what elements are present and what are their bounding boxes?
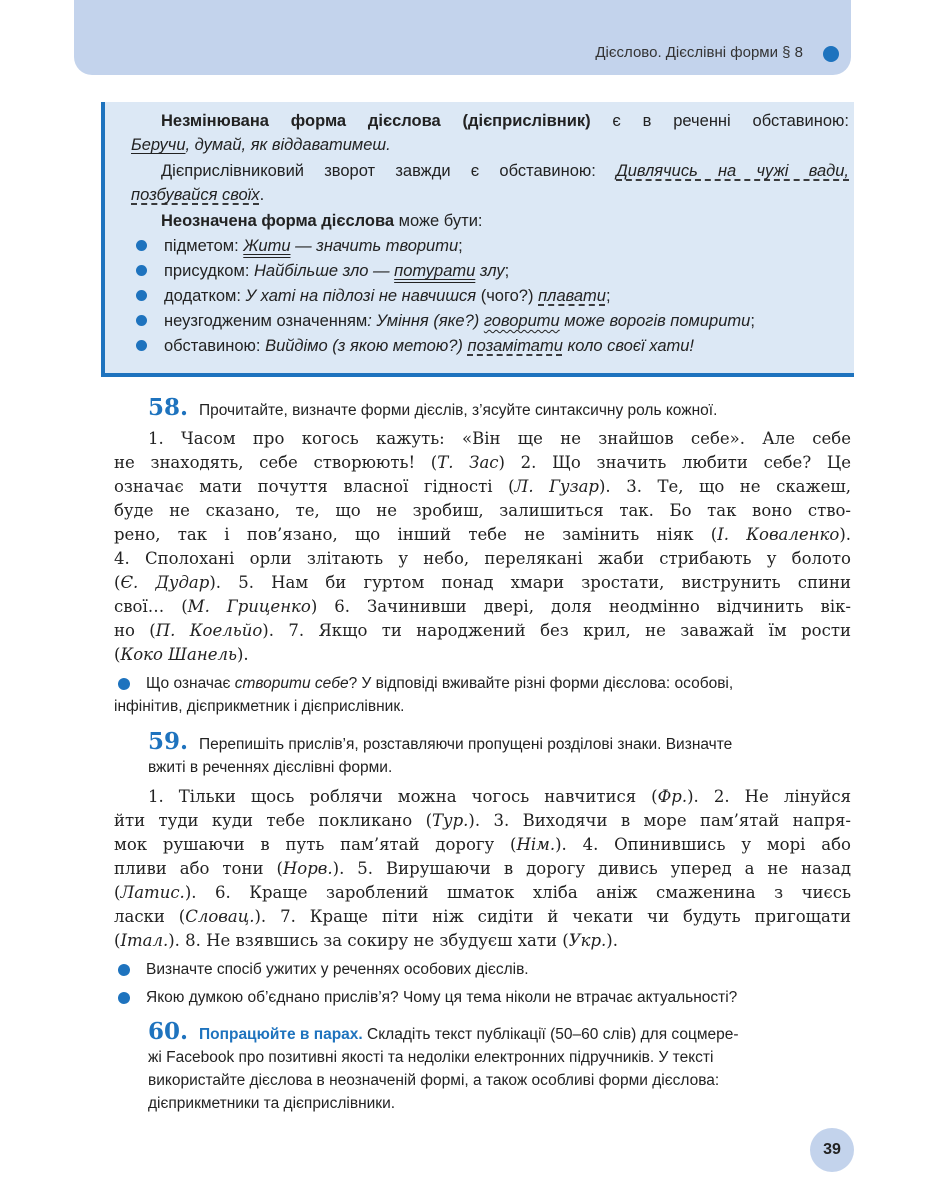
rule-term-2: Неозначена форма дієслова [161,212,395,230]
bullet-icon [118,678,130,690]
bullet-icon [136,240,147,251]
example-word: говорити [483,312,560,330]
exercise-text: не знаходять, себе створюють! ( [114,453,438,472]
rule-text: . [259,186,265,204]
example-text: злу [475,262,505,280]
rule-paragraph-2 [131,159,849,183]
example-text: Найбільше зло — [254,262,395,280]
task-58-line [114,451,851,475]
bullet-label: присудком: [164,262,255,280]
rule-bullet-2 [164,259,882,283]
source-label: Укр. [568,931,607,950]
task-58-line: 4. Сполохані орли злітають у небо, перелякані жаби стрибають у болото [114,549,851,568]
example-text: Вийдімо [265,337,328,355]
exercise-text: ( [114,931,121,950]
exercise-text: ) 2. Що значить любити себе? Це [498,453,851,472]
task-59-note-1: Визначте спосіб ужитих у реченнях особових дієслів. [146,961,529,978]
task-58-line [114,475,851,499]
exercise-text: ). [236,645,249,664]
rule-text: ; [504,262,510,280]
task-59-line [114,905,851,929]
author-name: Т. Зас [437,453,499,472]
bullet-label: додатком: [164,287,246,305]
example-word: Жити [243,237,291,255]
task-58-line [114,427,851,451]
rule-text: ; [750,312,755,330]
rule-text: ; [605,287,611,305]
source-label: Норв. [282,859,333,878]
exercise-text: означає мати почуття власної гідності ( [114,477,515,496]
exercise-text: но ( [114,621,156,640]
rule-text: є в реченні обставиною: [590,112,849,130]
task-59-line [114,881,851,905]
example-word: позамітати [467,337,563,355]
author-name: П. Коельйо [155,621,263,640]
exercise-text: йти туди куди тебе покликано ( [114,811,433,830]
rule-text: Дієприслівниковий зворот завжди є обставиною: [161,162,617,180]
example-phrase: Дивлячись на чужі вади, [616,162,849,180]
rule-bullet-1 [164,234,882,258]
exercise-text: ). 5. Вирушаючи в дорогу дивись уперед а не назад [332,859,851,878]
author-name: Коко Шанель [120,645,237,664]
rule-text: ; [458,237,463,255]
task-59-line [114,785,851,809]
rule-bullet-5 [164,334,882,358]
task-59-line [114,809,851,833]
task-60-line-1 [199,1023,739,1046]
note-phrase: створити себе [234,675,349,692]
exercise-text: ). 7. Краще піти ніж сидіти й чекати чи будуть пригощати [254,907,851,926]
example-text: коло своєї хати! [562,337,694,355]
task-60-line-2: жі Facebook про позитивні якості та недоліки електронних підручників. У тексті [148,1049,714,1066]
task-58-note [146,672,733,695]
exercise-text: ). 6. Краще зароблений шматок хліба аніж смаженина з чиєсь [184,883,851,902]
exercise-text: ). [606,931,618,950]
bullet-icon [136,340,147,351]
exercise-text: ). 7. Якщо ти народжений без крил, не заважай їм рости [262,621,851,640]
note-text: ? У відповіді вживайте різні форми дієслова: особові, [348,675,734,692]
question-text: (яке?) [433,312,484,330]
chapter-title: Дієслово. Дієслівні форми § 8 [595,44,803,61]
exercise-text: ( [114,883,121,902]
task-58-line [114,595,851,619]
exercise-text: пливи або тони ( [114,859,283,878]
task-59-line [114,929,851,953]
bullet-icon [136,265,147,276]
bullet-icon [118,964,130,976]
task-58-line [114,523,851,547]
source-label: Словац. [185,907,255,926]
example-text: може ворогів помирити [559,312,751,330]
example-text: У хаті на підлозі не навчишся [245,287,477,305]
author-name: І. Коваленко [717,525,840,544]
bullet-label: обставиною: [164,337,266,355]
bullet-icon [118,992,130,1004]
example-word: Беручи [131,136,186,154]
task-number-60: 60. [148,1018,189,1045]
exercise-text: ). 2. Не лінуйся [687,787,851,806]
example-word: потурати [394,262,476,280]
task-58-line: буде не сказано, те, що не зробиш, залишиться так. Бо так воно ство- [114,501,851,520]
exercise-text: ). [839,525,851,544]
bullet-label: підметом: [164,237,244,255]
source-label: Нім. [516,835,556,854]
rule-bullet-3 [164,284,882,308]
task-58-line [114,571,851,595]
exercise-text: ). 3. Виходячи в море пам’ятай напря- [468,811,852,830]
exercise-text: ). 8. Не взявшись за сокиру не збудуєш хати ( [168,931,569,950]
exercise-text: ( [114,573,121,592]
task-58-note-line-2: інфінітив, дієприкметник і дієприслівник. [114,698,405,715]
question-text: (чого?) [476,287,539,305]
task-number-59: 59. [148,728,189,755]
task-number-58: 58. [148,394,189,421]
task-58-line [114,643,851,667]
example-text: : Уміння [367,312,434,330]
author-name: Є. Дудар [120,573,210,592]
exercise-text: рено, так і пов’язано, що інший тебе не замінить ніяк ( [114,525,718,544]
task-60-line-3: використайте дієслова в неозначеній формі, а також особливі форми дієслова: [148,1072,720,1089]
note-text: Що означає [146,675,235,692]
task-58-line [114,619,851,643]
rule-term-1: Незмінювана форма дієслова (дієприслівник) [161,112,591,130]
task-59-line [114,833,851,857]
chapter-header [74,0,851,75]
rule-paragraph-3 [131,209,849,233]
exercise-text: ). 3. Те, що не скажеш, [598,477,851,496]
source-label: Латис. [120,883,185,902]
task-60-line-4: дієприкметники та дієприслівники. [148,1095,396,1112]
bullet-label: неузгодженим означенням [164,312,368,330]
rule-example-1 [131,133,849,157]
exercise-text: ). 5. Нам би гуртом понад хмари зростати, виструнить спини [209,573,851,592]
author-name: М. Гриценко [187,597,311,616]
exercise-text: 1. Тільки щось роблячи можна чогось навчитися ( [148,787,658,806]
task-59-line [114,857,851,881]
task-59-note-2: Якою думкою об’єднано прислів’я? Чому ця тема ніколи не втрачає актуальності? [146,989,738,1006]
exercise-text: ( [114,645,121,664]
task-58-instruction: Прочитайте, визначте форми дієслів, з’ясуйте синтаксичну роль кожної. [199,402,718,419]
exercise-text: мок рушаючи в путь пам’ятай дорогу ( [114,835,517,854]
pair-work-label: Попрацюйте в парах. [199,1026,363,1043]
rule-text: може бути: [394,212,483,230]
example-phrase: позбувайся своїх [131,186,260,204]
source-label: Фр. [657,787,688,806]
exercise-text: ). 4. Опинившись у морі або [555,835,851,854]
question-text: (з якою метою?) [327,337,468,355]
task-59-instruction-line-2: вжиті в реченнях дієслівні форми. [148,759,393,776]
author-name: Л. Гузар [514,477,599,496]
source-label: Тур. [432,811,469,830]
source-label: Італ. [120,931,169,950]
exercise-text: ласки ( [114,907,186,926]
task-text: Складіть текст публікації (50–60 слів) для соцмере- [362,1026,739,1043]
page-number: 39 [810,1128,854,1172]
exercise-text: 1. Часом про когось кажуть: «Він ще не знайшов себе». Але себе [148,429,851,448]
bullet-icon [136,290,147,301]
rule-bullet-4 [164,309,882,333]
rule-paragraph-1 [131,109,849,133]
example-text: — значить творити [290,237,459,255]
example-word: плавати [538,287,606,305]
example-text: , думай, як віддаватимеш. [185,136,391,154]
bullet-icon [136,315,147,326]
exercise-text: свої… ( [114,597,188,616]
header-dot-icon [823,46,839,62]
exercise-text: ) 6. Зачинивши двері, доля неодмінно відчинить вік- [310,597,851,616]
task-59-instruction-line-1: Перепишіть прислів’я, розставляючи пропущені розділові знаки. Визначте [199,736,733,753]
rule-example-2 [131,183,849,207]
